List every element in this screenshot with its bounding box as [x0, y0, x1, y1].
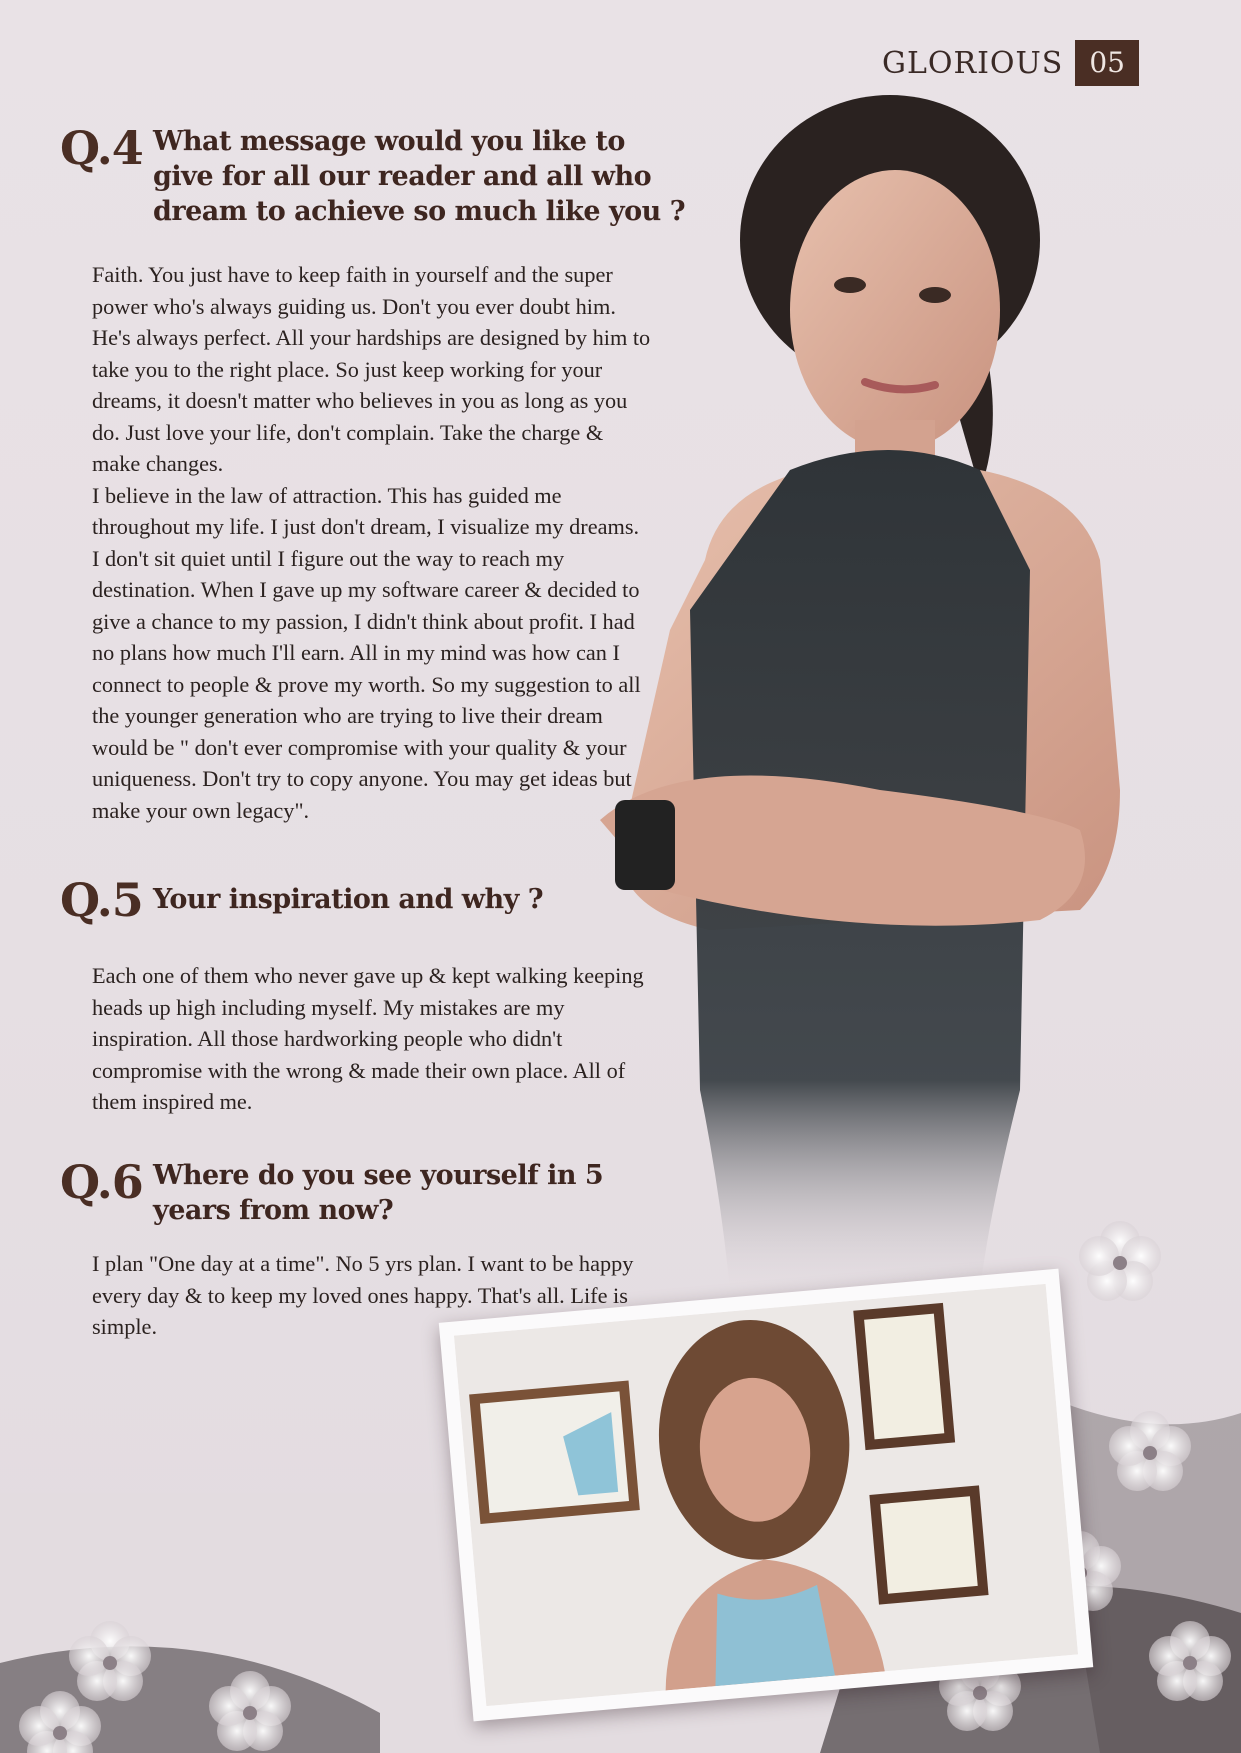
- question-header: [60, 121, 693, 229]
- question-number: Q.6: [60, 1155, 143, 1209]
- qa-section-4: [60, 121, 693, 826]
- question-text: Your inspiration and why ?: [153, 884, 544, 915]
- question-number: Q.5: [60, 873, 143, 927]
- answer-text: Each one of them who never gave up & kept walking keeping heads up high including myself. My mistakes are my inspiration. All those hardworking people who didn't compromise with the wrong & made their own place. All of them inspired me.: [92, 963, 644, 1114]
- qa-section-5: [60, 873, 652, 1118]
- question-header: [60, 873, 652, 927]
- question-number: Q.4: [60, 121, 143, 175]
- question-text: What message would you like to give for all our reader and all who dream to achieve so much like you ?: [153, 126, 686, 227]
- question-header: [60, 1155, 673, 1228]
- answer-text: Faith. You just have to keep faith in yourself and the super power who's always guiding us. Don't you ever doubt him. He's always perfect. All your hardships are designed by him to take you to the right place. So just keep working for your dreams, it doesn't matter who believes in you as long as you do. Just love your life, don't complain. Take the charge & make changes. I believe in the law of attraction. This has guided me throughout my life. I just don't dream, I visualize my dreams. I don't sit quiet until I figure out the way to reach my destination. When I gave up my software career & decided to give a chance to my passion, I didn't think about profit. I had no plans how much I'll earn. All in my mind was how can I connect to people & prove my worth. So my suggestion to all the younger generation who are trying to live their dream would be " don't ever compromise with your quality & your uniqueness. Don't try to copy anyone. You may get ideas but make your own legacy".: [92, 262, 651, 823]
- polaroid-photo: [439, 1269, 1093, 1722]
- page-number: 05: [1075, 40, 1139, 86]
- masthead: [882, 40, 1139, 86]
- magazine-brand: GLORIOUS: [882, 45, 1064, 81]
- question-text: Where do you see yourself in 5 years from now?: [153, 1160, 604, 1226]
- photo-image: [454, 1284, 1078, 1706]
- answer-text: I plan "One day at a time". No 5 yrs plan. I want to be happy every day & to keep my loved ones happy. That's all. Life is simple.: [92, 1251, 634, 1339]
